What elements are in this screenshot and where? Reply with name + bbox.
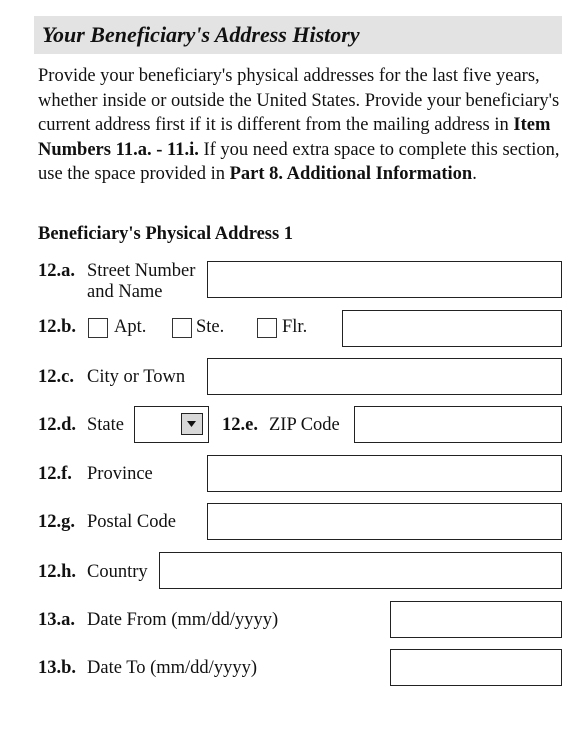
street-label-line2: and Name	[87, 282, 163, 302]
street-label-line1: Street Number	[87, 261, 196, 281]
province-input[interactable]	[207, 455, 562, 492]
zip-input[interactable]	[354, 406, 562, 443]
item-number-12d: 12.d.	[38, 415, 77, 435]
instructions-ref-part8: Part 8. Additional Information	[229, 164, 473, 184]
item-number-12h: 12.h.	[38, 562, 77, 582]
item-number-12e: 12.e.	[222, 415, 258, 435]
instructions-paragraph	[38, 64, 568, 187]
unit-number-input[interactable]	[342, 310, 562, 347]
city-label: City or Town	[87, 367, 186, 387]
flr-checkbox[interactable]	[257, 318, 277, 338]
date-to-label: Date To (mm/dd/yyyy)	[87, 658, 257, 678]
item-number-12b: 12.b.	[38, 317, 77, 337]
postal-code-label: Postal Code	[87, 512, 176, 532]
item-number-12f: 12.f.	[38, 464, 72, 484]
ste-checkbox[interactable]	[172, 318, 192, 338]
date-from-input[interactable]	[390, 601, 562, 638]
country-label: Country	[87, 562, 148, 582]
apt-label: Apt.	[114, 317, 147, 337]
item-number-12c: 12.c.	[38, 367, 74, 387]
street-label	[87, 261, 195, 303]
item-number-12a: 12.a.	[38, 261, 75, 281]
flr-label: Flr.	[282, 317, 308, 337]
city-input[interactable]	[207, 358, 562, 395]
instructions-text-2: If you need extra space to complete this section, use the space provided in	[38, 139, 560, 184]
chevron-down-icon	[182, 414, 201, 433]
section-header	[34, 16, 562, 54]
subsection-title: Beneficiary's Physical Address 1	[38, 224, 294, 244]
item-number-13b: 13.b.	[38, 658, 77, 678]
section-title: Your Beneficiary's Address History	[42, 22, 360, 47]
zip-label: ZIP Code	[269, 415, 340, 435]
date-from-label: Date From (mm/dd/yyyy)	[87, 610, 279, 630]
postal-code-input[interactable]	[207, 503, 562, 540]
item-number-13a: 13.a.	[38, 610, 75, 630]
instructions-text-1: Provide your beneficiary's physical addresses for the last five years, whether inside or outside the United States. Provide your beneficiary's current address first if it is different from the mailing address in	[38, 66, 560, 135]
state-label: State	[87, 415, 124, 435]
country-input[interactable]	[159, 552, 562, 589]
instructions-ref-items: Item Numbers 11.a. - 11.i.	[38, 115, 551, 160]
date-to-input[interactable]	[390, 649, 562, 686]
instructions-text-3: .	[472, 164, 477, 184]
province-label: Province	[87, 464, 153, 484]
apt-checkbox[interactable]	[88, 318, 108, 338]
state-dropdown-button[interactable]	[181, 413, 203, 435]
item-number-12g: 12.g.	[38, 512, 75, 532]
ste-label: Ste.	[196, 317, 225, 337]
street-input[interactable]	[207, 261, 562, 298]
